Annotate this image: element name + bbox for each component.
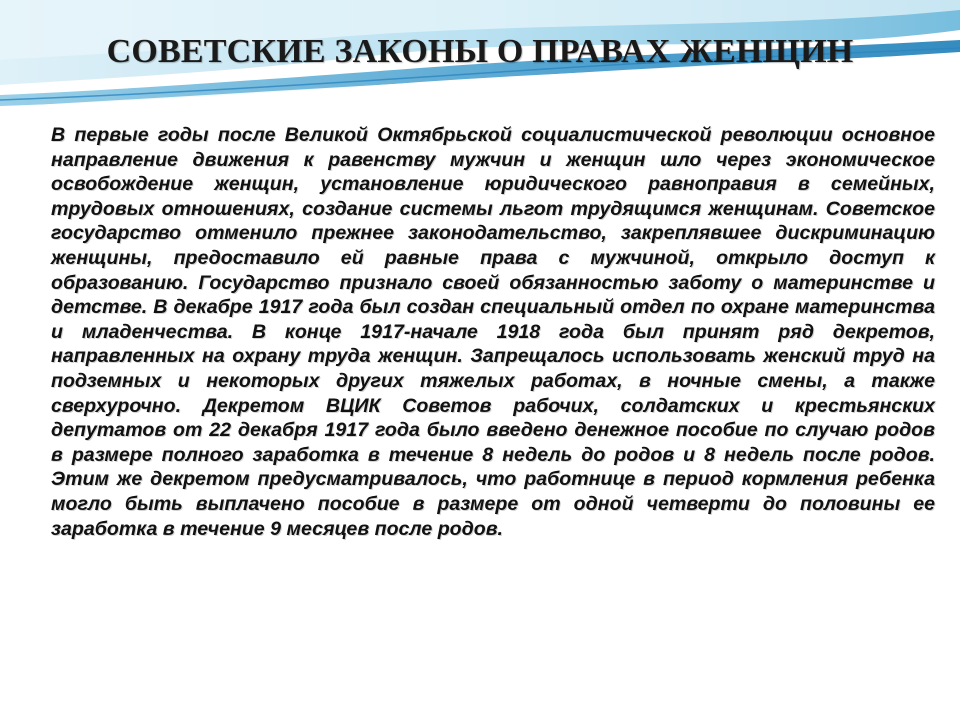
- slide-title: СОВЕТСКИЕ ЗАКОНЫ О ПРАВАХ ЖЕНЩИН: [106, 33, 854, 70]
- body-text: В первые годы после Великой Октябрьской социалистической революции основное направление движения к равенству мужчин и женщин шло через экономическое освобождение женщин, установление юридического равноправия в семейных, трудовых отношениях, создание системы льгот трудящимся женщинам. Советское государство отменило прежнее законодательство, закреплявшее дискриминацию женщины, предоставило ей равные права с мужчиной, открыло доступ к образованию. Государство признало своей обязанностью заботу о материнстве и детстве. В декабре 1917 года был создан специальный отдел по охране материнства и младенчества. В конце 1917-начале 1918 года был принят ряд декретов, направленных на охрану труда женщин. Запрещалось использовать женский труд на подземных и некоторых других тяжелых работах, в ночные смены, а также сверхурочно. Декретом ВЦИК Советов рабочих, солдатских и крестьянских депутатов от 22 декабря 1917 года было введено денежное пособие по случаю родов в размере полного заработка в течение 8 недель до родов и 8 недель после родов. Этим же декретом предусматривалось, что работнице в период кормления ребенка могло быть выплачено пособие в размере от одной четверти до половины ее заработка в течение 9 месяцев после родов.: [51, 124, 935, 540]
